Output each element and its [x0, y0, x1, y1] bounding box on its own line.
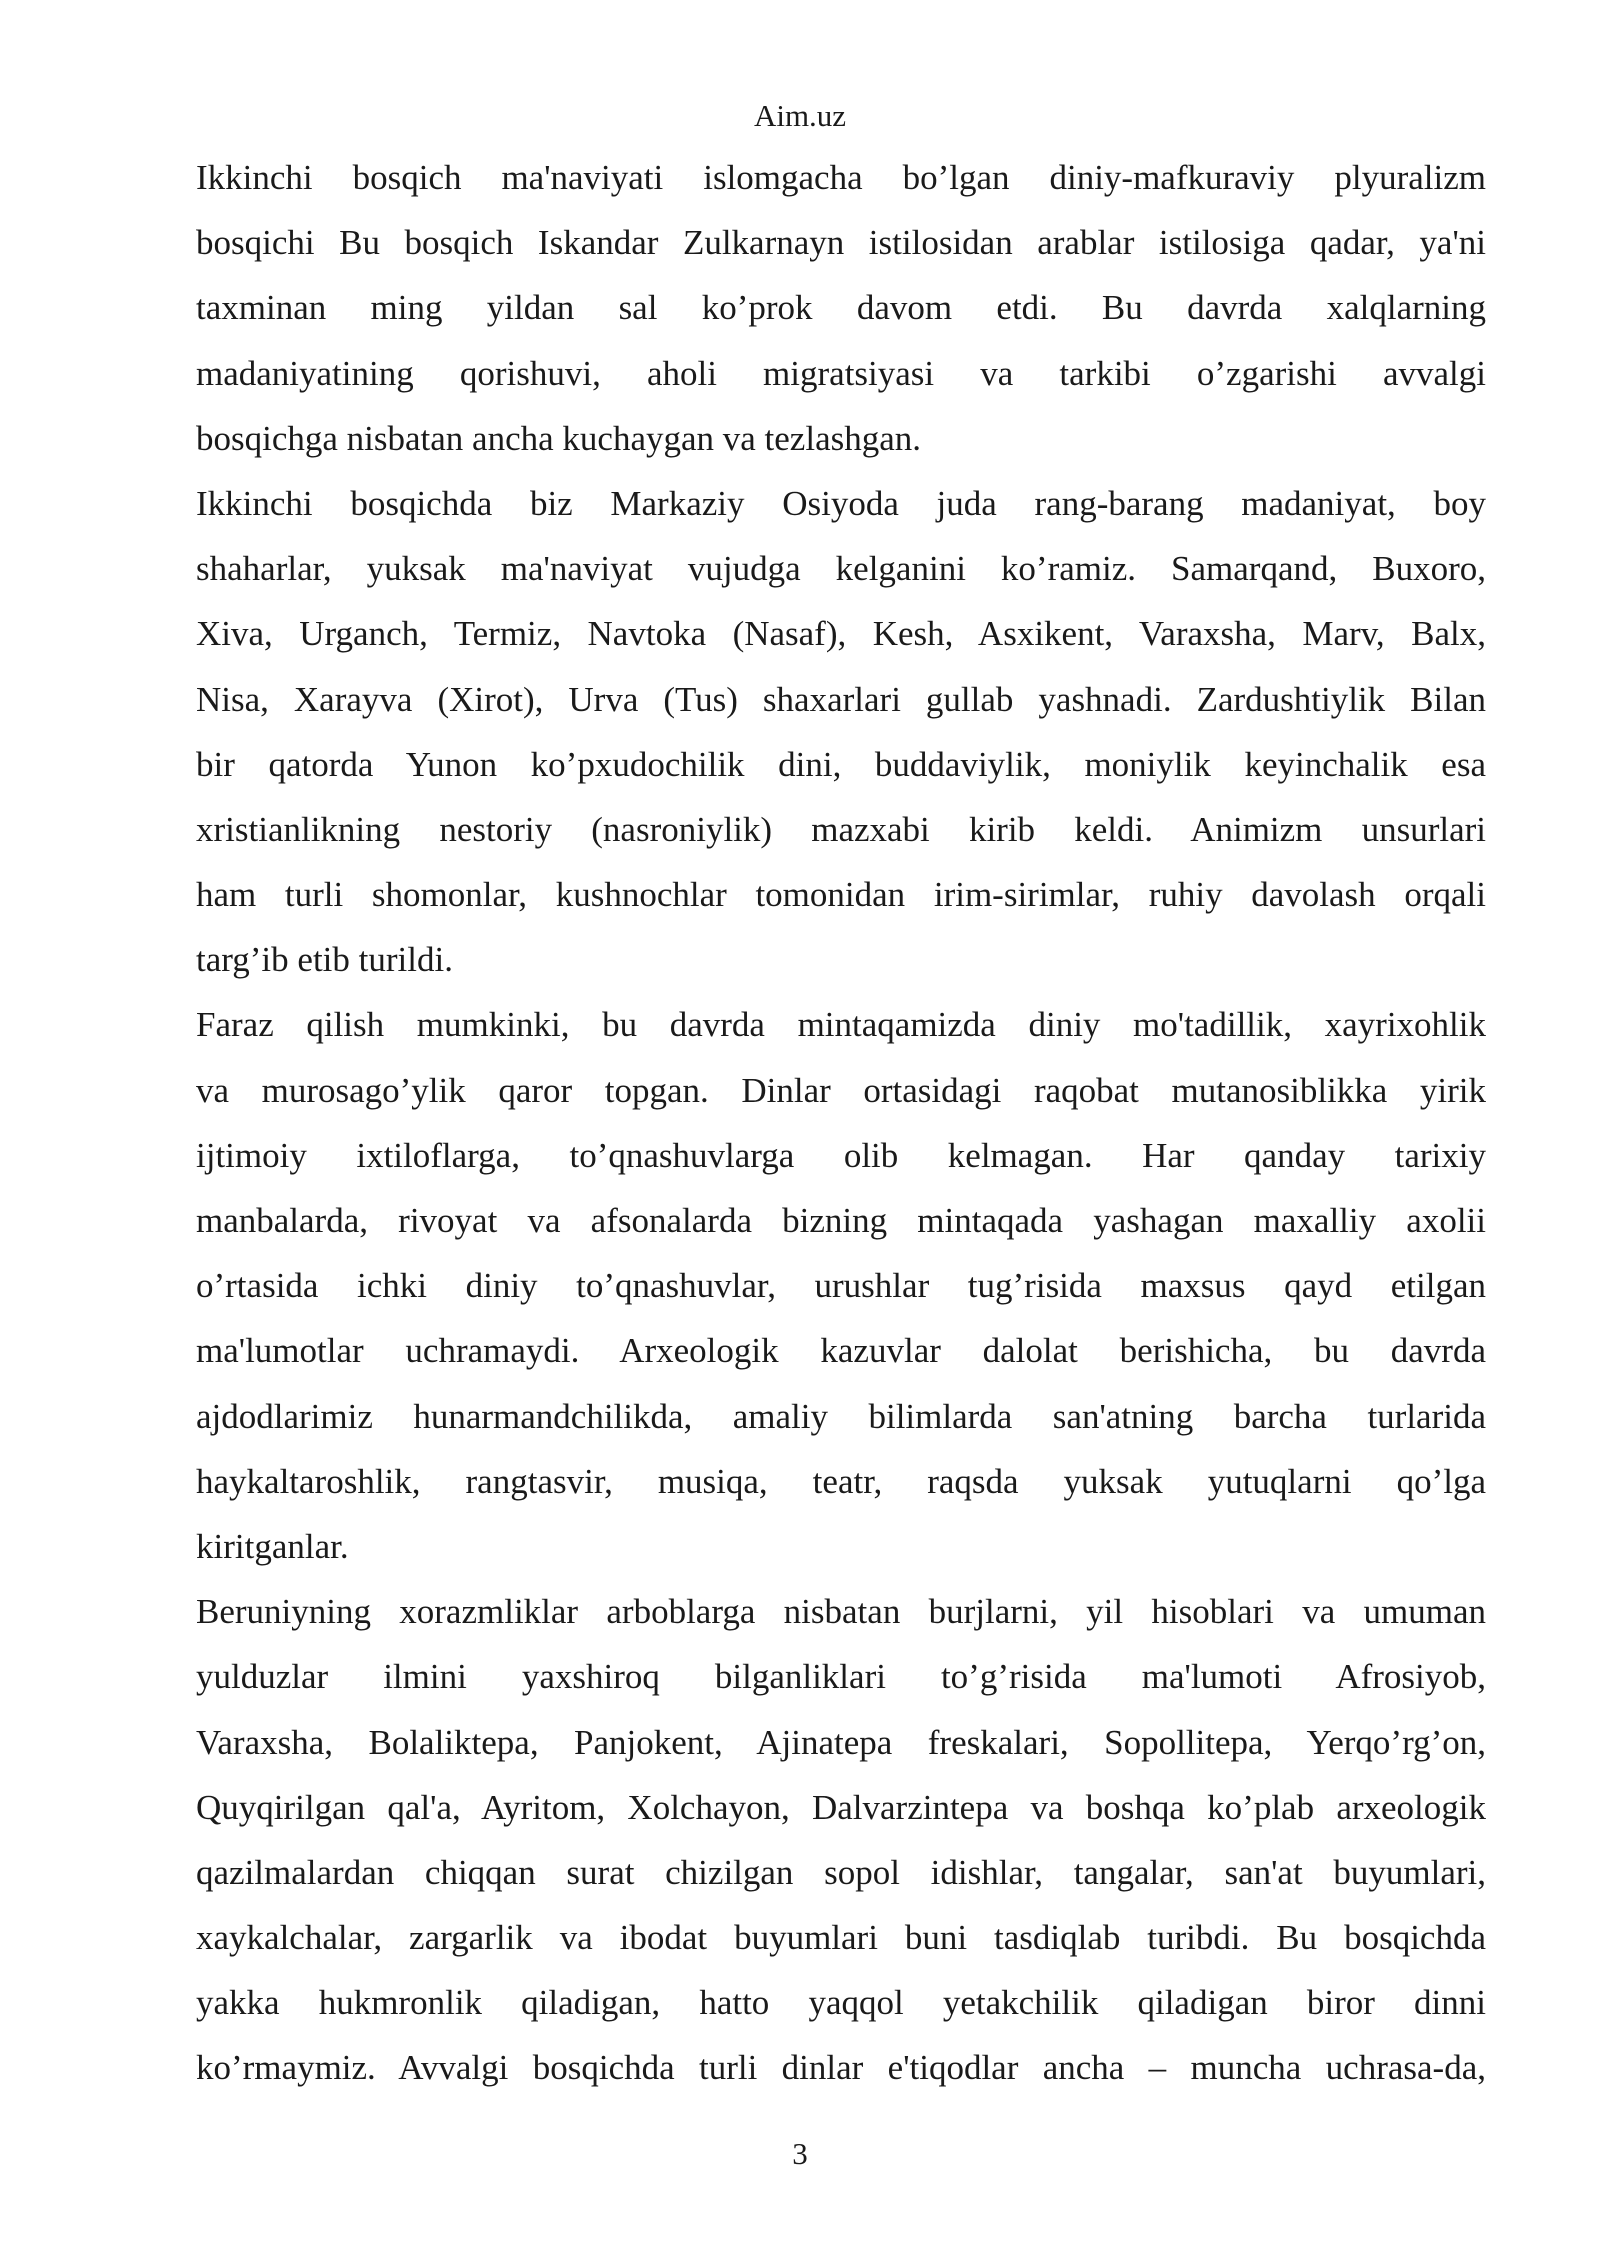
- body-text: [196, 145, 1486, 2101]
- text-line: yakka hukmronlik qiladigan, hatto yaqqol yetakchilik qiladigan biror dinni: [196, 1983, 1486, 2023]
- text-line: Ikkinchi bosqichda biz Markaziy Osiyoda juda rang-barang madaniyat, boy: [196, 483, 1486, 523]
- text-line: Nisa, Xarayva (Xirot), Urva (Tus) shaxarlari gullab yashnadi. Zardushtiylik Bilan: [196, 679, 1486, 719]
- text-line: targ’ib etib turildi.: [196, 940, 453, 980]
- text-line: madaniyatining qorishuvi, aholi migratsiyasi va tarkibi o’zgarishi avvalgi: [196, 353, 1486, 393]
- text-line: manbalarda, rivoyat va afsonalarda bizning mintaqada yashagan maxalliy axolii: [196, 1201, 1486, 1240]
- text-line: bir qatorda Yunon ko’pxudochilik dini, buddaviylik, moniylik keyinchalik esa: [196, 744, 1486, 784]
- text-line: ko’rmaymiz. Avvalgi bosqichda turli dinlar e'tiqodlar ancha – muncha uchrasa-da,: [196, 2048, 1486, 2088]
- text-line: Faraz qilish mumkinki, bu davrda mintaqamizda diniy mo'tadillik, xayrixohlik: [196, 1005, 1486, 1045]
- text-line: xaykalchalar, zargarlik va ibodat buyumlari buni tasdiqlab turibdi. Bu bosqichda: [196, 1918, 1486, 1958]
- text-line: qazilmalardan chiqqan surat chizilgan sopol idishlar, tangalar, san'at buyumlari,: [196, 1852, 1486, 1892]
- text-line: Varaxsha, Bolaliktepa, Panjokent, Ajinatepa freskalari, Sopollitepa, Yerqo’rg’on,: [196, 1722, 1486, 1762]
- text-line: ham turli shomonlar, kushnochlar tomonidan irim-sirimlar, ruhiy davolash orqali: [196, 875, 1486, 915]
- text-line: shaharlar, yuksak ma'naviyat vujudga kelganini ko’ramiz. Samarqand, Buxoro,: [196, 549, 1486, 589]
- text-line: haykaltaroshlik, rangtasvir, musiqa, teatr, raqsda yuksak yutuqlarni qo’lga: [196, 1461, 1486, 1501]
- page-header: Aim.uz: [753, 98, 847, 133]
- text-line: bosqichga nisbatan ancha kuchaygan va tezlashgan.: [196, 418, 922, 458]
- text-line: xristianlikning nestoriy (nasroniylik) mazxabi kirib keldi. Animizm unsurlari: [196, 809, 1486, 849]
- text-line: ijtimoiy ixtiloflarga, to’qnashuvlarga olib kelmagan. Har qanday tarixiy: [196, 1135, 1486, 1175]
- text-line: ma'lumotlar uchramaydi. Arxeologik kazuvlar dalolat berishicha, bu davrda: [196, 1331, 1486, 1371]
- page-number: 3: [792, 2136, 808, 2171]
- text-line: Xiva, Urganch, Termiz, Navtoka (Nasaf), Kesh, Asxikent, Varaxsha, Marv, Balx,: [196, 614, 1486, 654]
- text-line: yulduzlar ilmini yaxshiroq bilganliklari to’g’risida ma'lumoti Afrosiyob,: [196, 1657, 1486, 1697]
- text-line: Quyqirilgan qal'a, Ayritom, Xolchayon, Dalvarzintepa va boshqa ko’plab arxeologik: [196, 1787, 1486, 1827]
- text-line: kiritganlar.: [196, 1526, 349, 1566]
- text-line: Beruniyning xorazmliklar arboblarga nisbatan burjlarni, yil hisoblari va umuman: [196, 1592, 1486, 1632]
- text-line: bosqichi Bu bosqich Iskandar Zulkarnayn istilosidan arablar istilosiga qadar, ya'ni: [196, 223, 1486, 263]
- text-line: taxminan ming yildan sal ko’prok davom etdi. Bu davrda xalqlarning: [196, 288, 1486, 328]
- text-line: ajdodlarimiz hunarmandchilikda, amaliy bilimlarda san'atning barcha turlarida: [196, 1396, 1486, 1436]
- text-line: Ikkinchi bosqich ma'naviyati islomgacha bo’lgan diniy-mafkuraviy plyuralizm: [196, 158, 1486, 197]
- text-line: o’rtasida ichki diniy to’qnashuvlar, urushlar tug’risida maxsus qayd etilgan: [196, 1266, 1486, 1306]
- text-line: va murosago’ylik qaror topgan. Dinlar ortasidagi raqobat mutanosiblikka yirik: [196, 1070, 1486, 1110]
